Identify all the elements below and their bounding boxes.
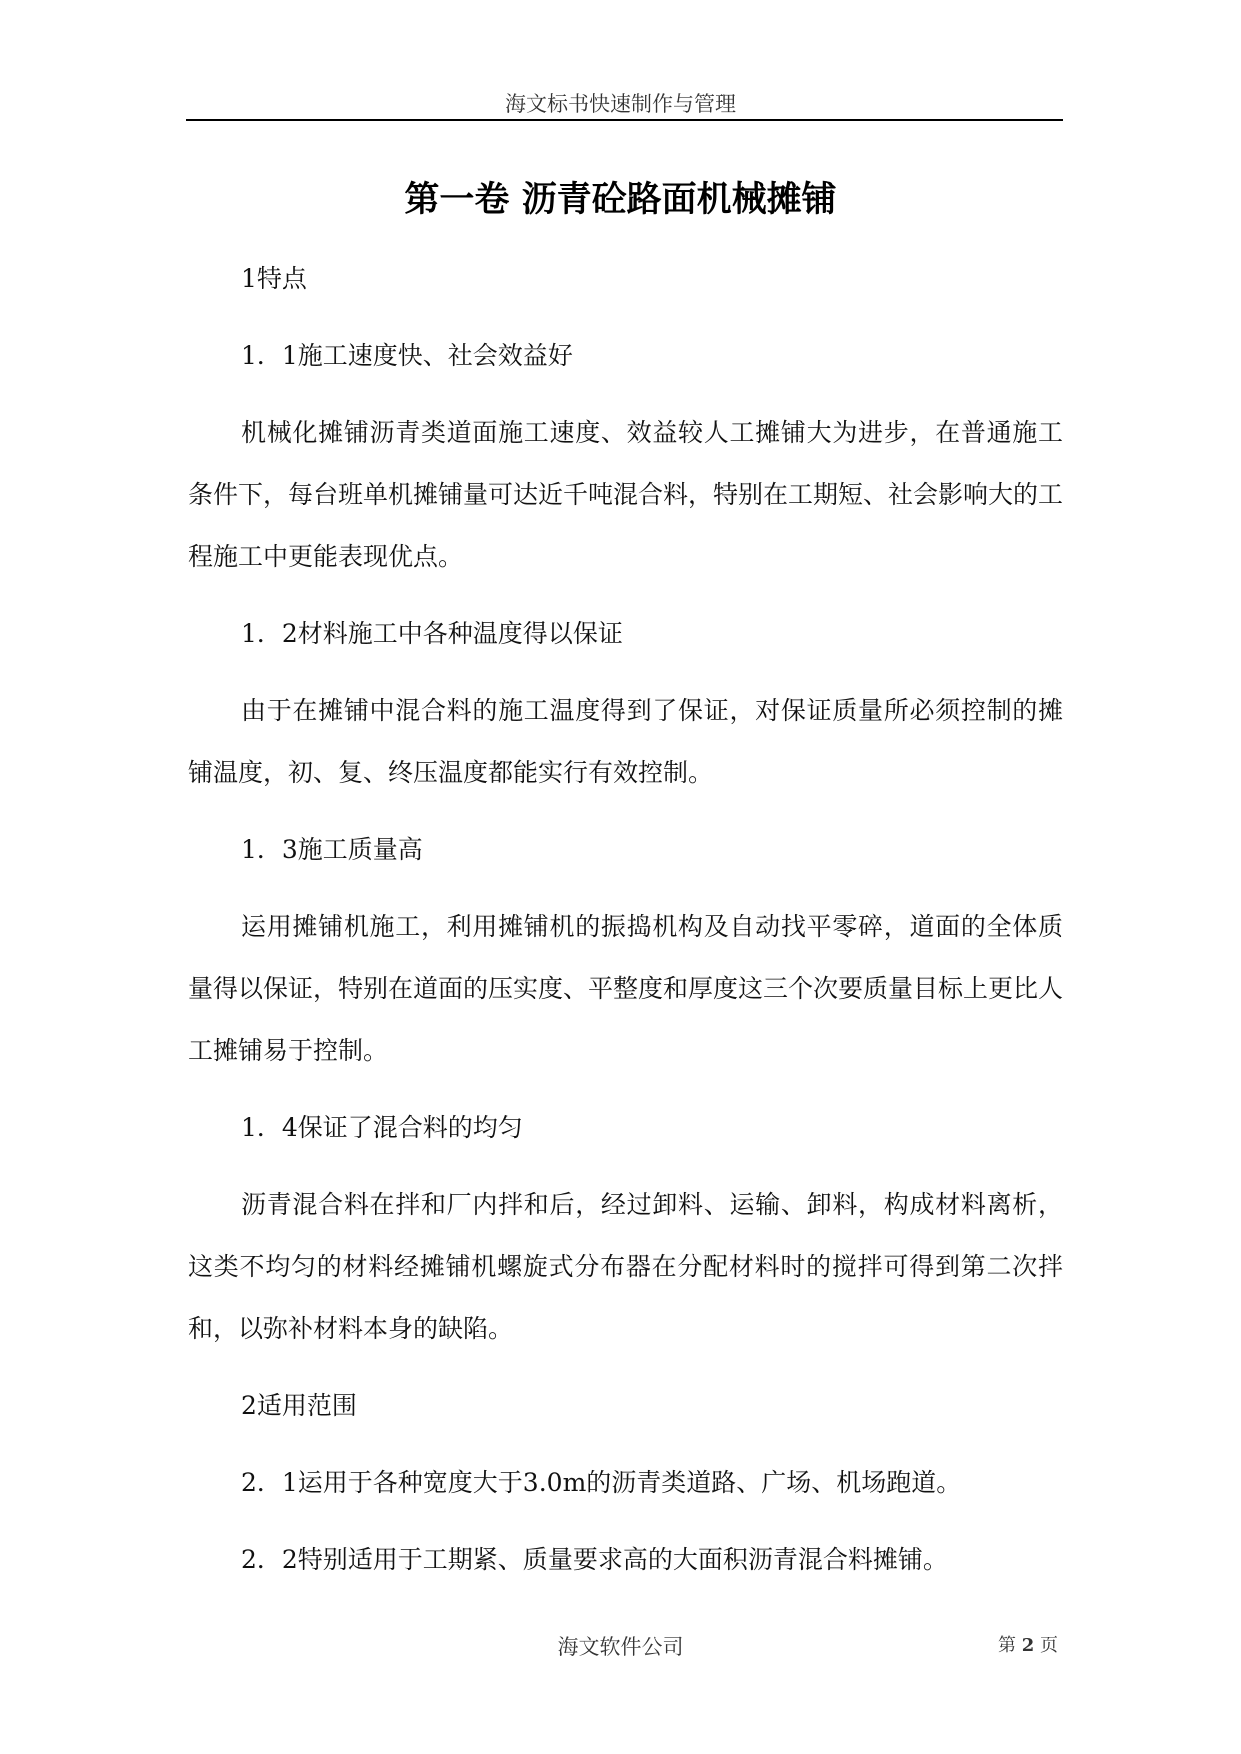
page-header-title: 海文标书快速制作与管理 (505, 92, 736, 116)
body-paragraph: 沥青混合料在拌和厂内拌和后，经过卸料、运输、卸料，构成材料离析，这类不均匀的材料经摊铺机螺旋式分布器在分配材料时的搅拌可得到第二次拌和，以弥补材料本身的缺陷。 (188, 1190, 1063, 1343)
subsection-heading: 1．3施工质量高 (241, 835, 423, 864)
page-prefix: 第 (998, 1635, 1016, 1656)
subsection-heading: 1．2材料施工中各种温度得以保证 (241, 619, 623, 648)
body-paragraph: 运用摊铺机施工，利用摊铺机的振捣机构及自动找平零碎，道面的全体质量得以保证，特别在道面的压实度、平整度和厚度这三个次要质量目标上更比人工摊铺易于控制。 (188, 912, 1064, 1065)
subsection-heading: 2．2特别适用于工期紧、质量要求高的大面积沥青混合料摊铺。 (241, 1545, 948, 1574)
subsection-heading: 1．4保证了混合料的均匀 (241, 1113, 523, 1142)
header-divider (186, 119, 1063, 121)
section-heading: 2适用范围 (241, 1391, 357, 1420)
page-number: 2 (1021, 1635, 1035, 1656)
section-heading: 1特点 (241, 264, 307, 293)
body-paragraph: 由于在摊铺中混合料的施工温度得到了保证，对保证质量所必须控制的摊铺温度，初、复、终压温度都能实行有效控制。 (188, 696, 1063, 787)
document-title: 第一卷 沥青砼路面机械摊铺 (404, 180, 837, 220)
document-body (188, 248, 1063, 1606)
subsection-heading: 1．1施工速度快、社会效益好 (241, 341, 573, 370)
subsection-heading: 2．1运用于各种宽度大于3.0m的沥青类道路、广场、机场跑道。 (241, 1468, 962, 1497)
body-paragraph: 机械化摊铺沥青类道面施工速度、效益较人工摊铺大为进步，在普通施工条件下，每台班单机摊铺量可达近千吨混合料，特别在工期短、社会影响大的工程施工中更能表现优点。 (188, 418, 1064, 571)
footer-company: 海文软件公司 (557, 1635, 684, 1659)
footer-page-number (998, 1631, 1058, 1657)
page-suffix: 页 (1040, 1635, 1058, 1656)
